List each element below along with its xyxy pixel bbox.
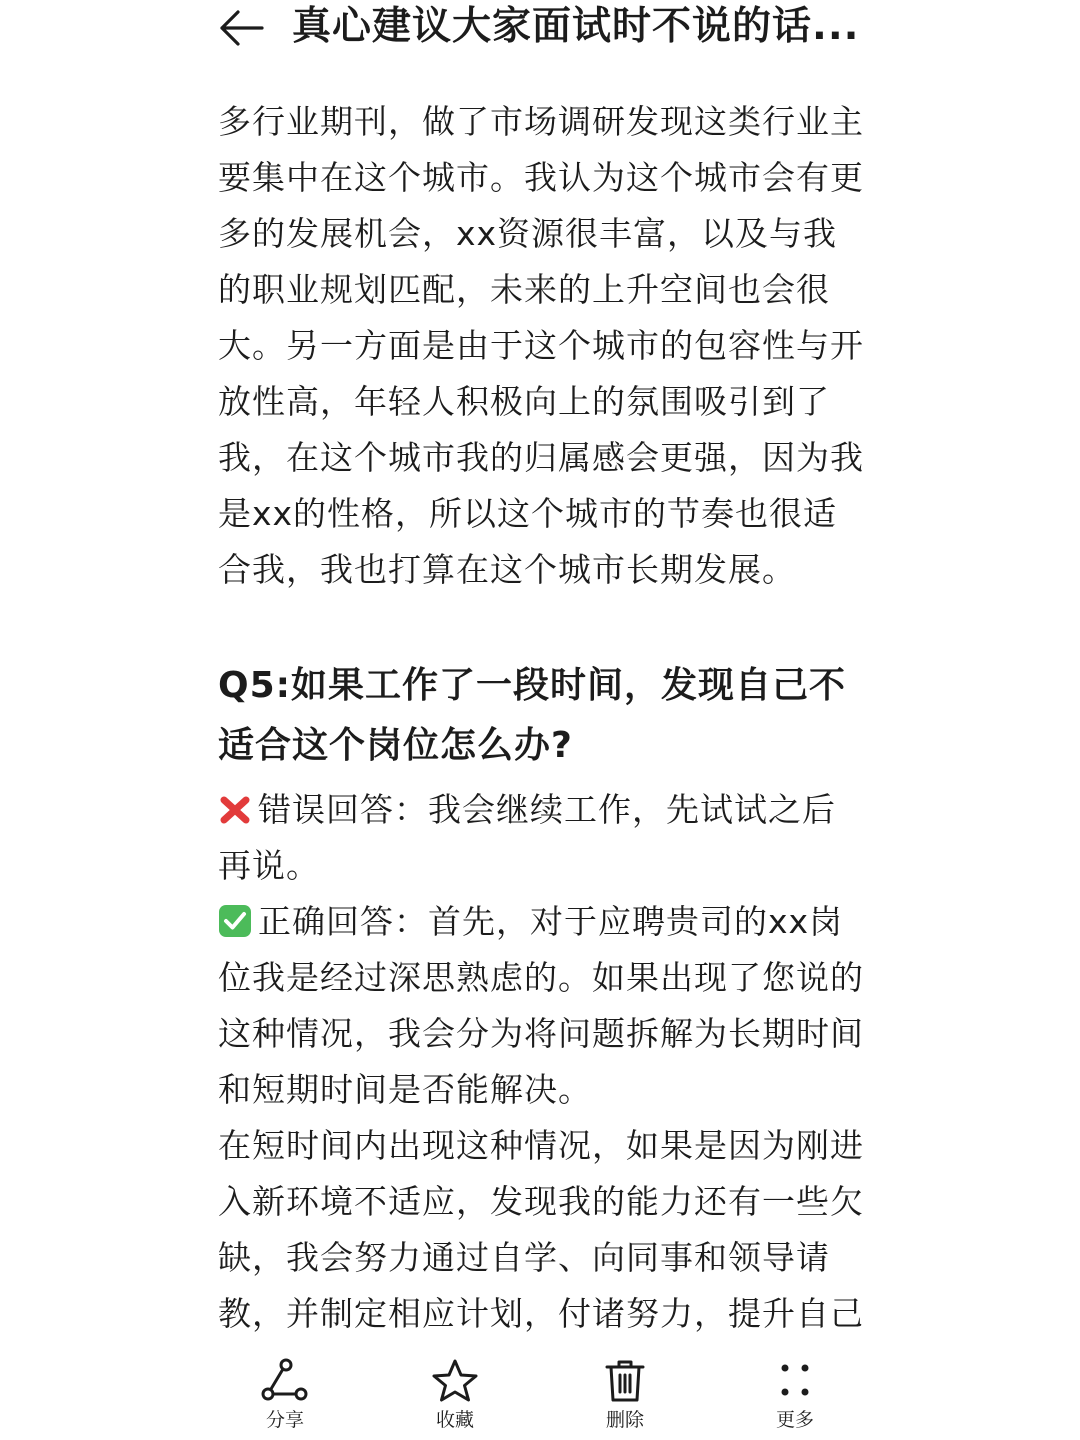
wrong-answer (218, 782, 868, 894)
delete-button[interactable] (575, 1358, 675, 1432)
favorite-label: 收藏 (435, 1409, 474, 1431)
back-button[interactable] (214, 2, 270, 54)
star-icon (429, 1358, 481, 1404)
trash-icon (599, 1358, 651, 1404)
right-answer-text: 正确回答：首先，对于应聘贵司的xx岗位我是经过深思熟虑的。如果出现了您说的这种情况，我会分为将问题拆解为长期时间和短期时间是否能解决。 (218, 902, 864, 1109)
share-label: 分享 (265, 1409, 304, 1431)
check-mark-icon (218, 904, 252, 938)
cross-mark-icon (218, 792, 252, 826)
paragraph-intro: 多行业期刊，做了市场调研发现这类行业主要集中在这个城市。我认为这个城市会有更多的发展机会，xx资源很丰富，以及与我的职业规划匹配，未来的上升空间也会很大。另一方面是由于这个城市的包容性与开放性高，年轻人积极向上的氛围吸引到了我，在这个城市我的归属感会更强，因为我是xx的性格，所以这个城市的节奏也很适合我，我也打算在这个城市长期发展。 (218, 102, 864, 589)
question-heading: Q5:如果工作了一段时间，发现自己不适合这个岗位怎么办? (218, 665, 847, 766)
paragraph-short-term: 在短时间内出现这种情况，如果是因为刚进入新环境不适应，发现我的能力还有一些欠缺，我会努力通过自学、向同事和领导请教，并制定相应计划，付诸努力，提升自己 (218, 1126, 864, 1333)
wrong-answer-text: 错误回答：我会继续工作，先试试之后再说。 (218, 790, 836, 885)
bottom-toolbar (0, 1350, 1080, 1440)
header-bar (0, 0, 1080, 64)
delete-label: 删除 (605, 1409, 644, 1431)
page-title: 真心建议大家面试时不说的话... (292, 4, 860, 49)
more-dots-icon (769, 1358, 821, 1404)
favorite-button[interactable] (405, 1358, 505, 1432)
more-button[interactable] (745, 1358, 845, 1432)
more-label: 更多 (775, 1409, 814, 1431)
share-button[interactable] (235, 1358, 335, 1432)
right-answer (218, 894, 868, 1118)
share-icon (259, 1358, 311, 1404)
article-body (218, 94, 868, 1342)
back-arrow-icon (214, 2, 270, 54)
